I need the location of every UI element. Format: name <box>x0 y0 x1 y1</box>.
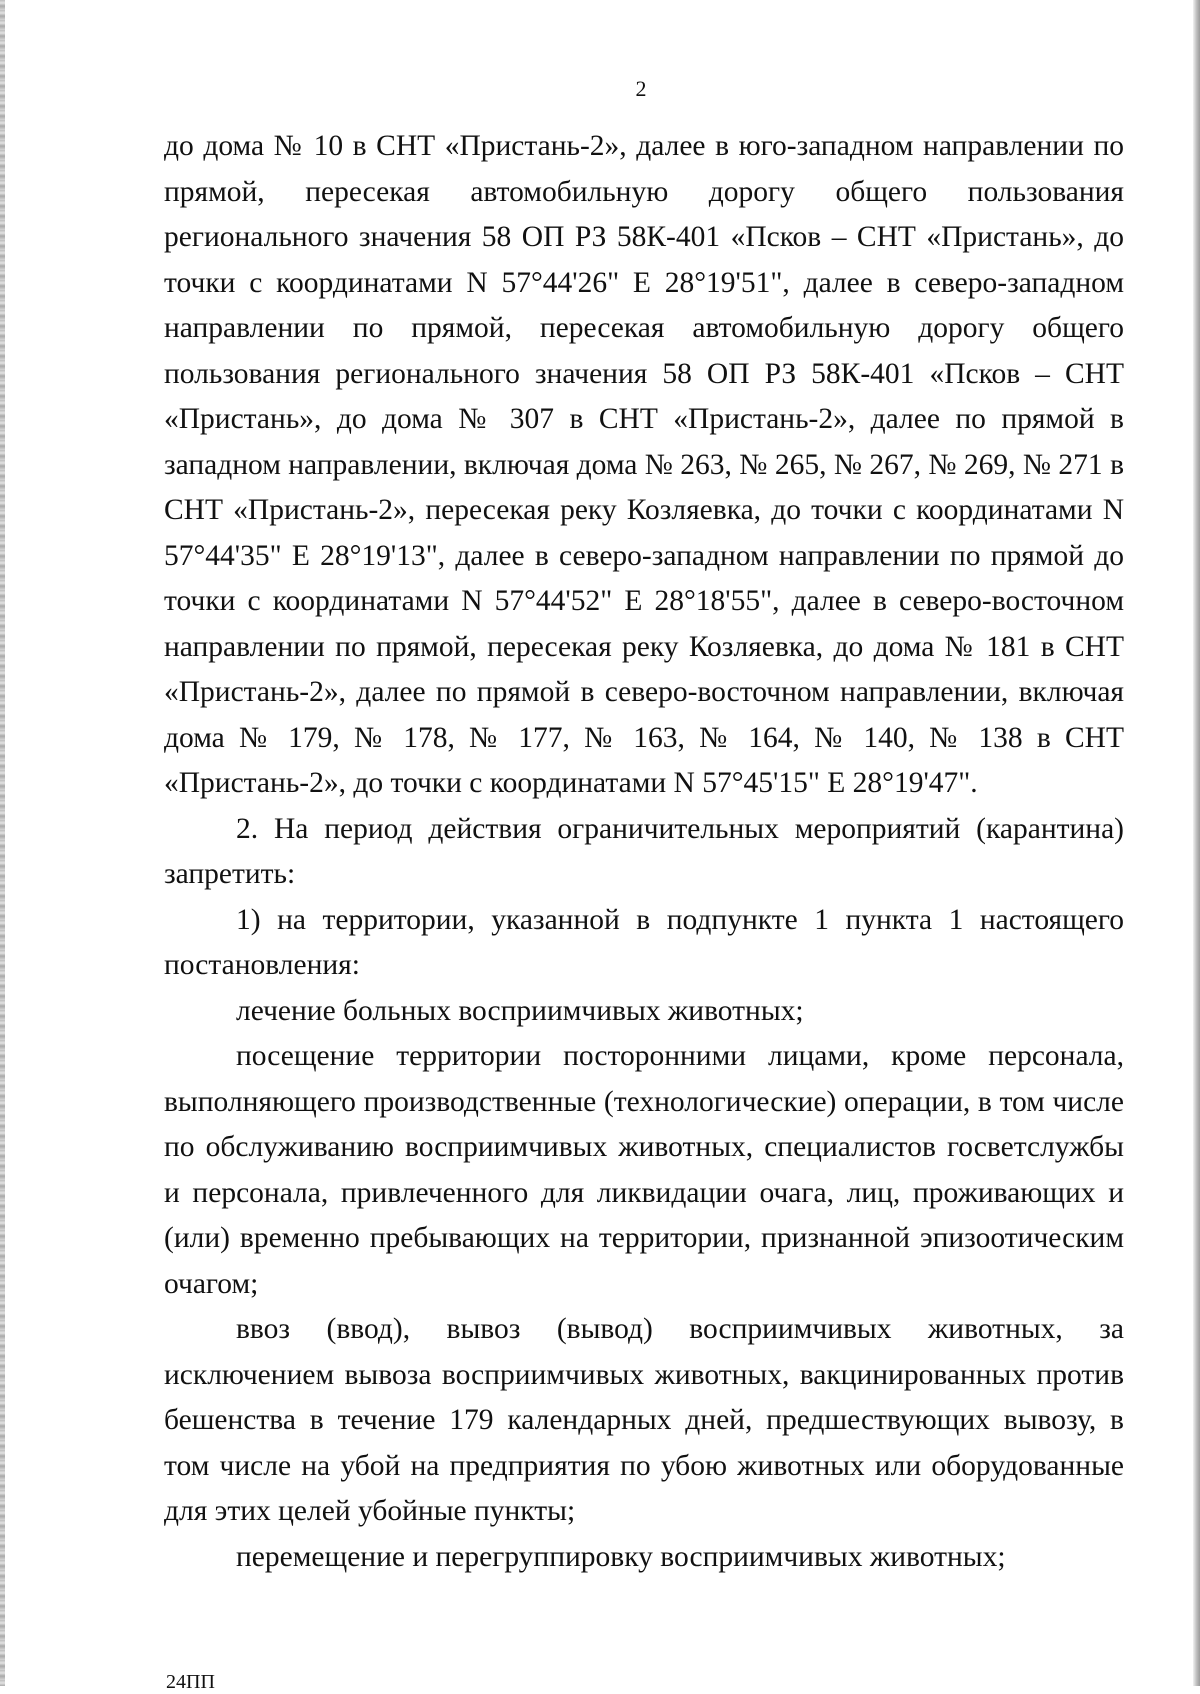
paragraph-treatment-ban: лечение больных восприимчивых животных; <box>236 994 804 1027</box>
page-number: 2 <box>635 76 647 101</box>
scan-edge-left <box>0 0 5 1686</box>
paragraph-subitem-1-territory: 1) на территории, указанной в подпункте 1 пункта 1 настоящего постановления: <box>164 903 1124 981</box>
footer-document-code: 24ПП <box>166 1671 215 1693</box>
paragraph-item-2-prohibitions: 2. На период действия ограничительных мероприятий (карантина) запретить: <box>164 812 1124 890</box>
document-body <box>164 124 1124 1580</box>
scan-edge-right <box>1193 0 1200 1686</box>
paragraph-import-export-ban: ввоз (ввод), вывоз (вывод) восприимчивых животных, за исключением вывоза восприимчивых животных, вакцинированных против бешенства в течение 179 календарных дней, предшествующих вывозу, в том числе на убой на предприятия по убою животных или оборудованные для этих целей убойные пункты; <box>164 1313 1124 1527</box>
paragraph-regrouping-ban: перемещение и перегруппировку восприимчивых животных; <box>236 1540 1006 1573</box>
paragraph-boundary-description: до дома № 10 в СНТ «Пристань-2», далее в юго-западном направлении по прямой, пересекая автомобильную дорогу общего пользования регионального значения 58 ОП РЗ 58К-401 «Псков – СНТ «Пристань», до точки с координатами N 57°44'26" E 28°19'51", далее в северо-западном направлении по прямой, пересекая автомобильную дорогу общего пользования регионального значения 58 ОП РЗ 58К-401 «Псков – СНТ «Пристань», до дома № 307 в СНТ «Пристань-2», далее по прямой в западном направлении, включая дома № 263, № 265, № 267, № 269, № 271 в СНТ «Пристань-2», пересекая реку Козляевка, до точки с координатами N 57°44'35" E 28°19'13", далее в северо-западном направлении по прямой до точки с координатами N 57°44'52" E 28°18'55", далее в северо-восточном направлении по прямой, пересекая реку Козляевка, до дома № 181 в СНТ «Пристань-2», далее по прямой в северо-восточном направлении, включая дома № 179, № 178, № 177, № 163, № 164, № 140, № 138 в СНТ «Пристань-2», до точки с координатами N 57°45'15" E 28°19'47". <box>164 130 1124 799</box>
paragraph-visit-ban: посещение территории посторонними лицами, кроме персонала, выполняющего производственные (технологические) операции, в том числе по обслуживанию восприимчивых животных, специалистов госветслужбы и персонала, привлеченного для ликвидации очага, лиц, проживающих и (или) временно пребывающих на территории, признанной эпизоотическим очагом; <box>164 1040 1124 1300</box>
